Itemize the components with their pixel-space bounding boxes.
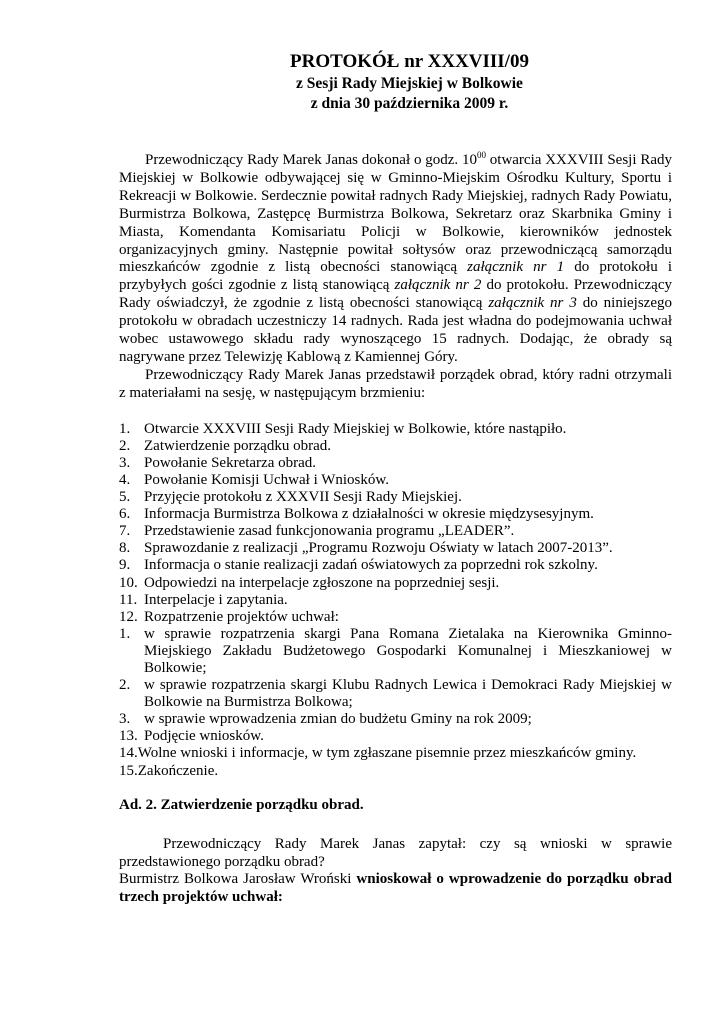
- agenda-item-text: Informacja Burmistrza Bolkowa z działalności w okresie międzysesyjnym.: [144, 506, 594, 523]
- agenda-item-text: Interpelacje i zapytania.: [144, 591, 288, 608]
- agenda-item-text: Wolne wnioski i informacje, w tym zgłaszane pisemnie przez mieszkańców gminy.: [137, 745, 637, 762]
- agenda-item-text: w sprawie rozpatrzenia skargi Klubu Radnych Lewica i Demokraci Rady Miejskiej w Bolkowie na Burmistrza Bolkowa;: [144, 677, 672, 711]
- agenda-item-number: 1.: [119, 420, 131, 437]
- section-heading: Ad. 2. Zatwierdzenie porządku obrad.: [119, 796, 364, 813]
- intro-text-1: Przewodniczący Rady Marek Janas dokonał o godz. 10: [145, 152, 477, 168]
- intro-text-4: do protokołu. Przewodniczący Rady oświadczył, że zgodnie z listą obecności stanowiącą: [119, 277, 672, 312]
- agenda-subitem: [119, 711, 672, 728]
- agenda-item-text: Przyjęcie protokołu z XXXVII Sesji Rady Miejskiej.: [144, 489, 462, 506]
- agenda-item: [119, 472, 672, 489]
- document-page: [119, 50, 672, 907]
- agenda-item-number: 14.: [119, 745, 138, 762]
- intro-text-5: do niniejszego protokołu w obradach uczestniczy 14 radnych. Rada jest władna do podejmowania uchwał wobec ustawowego składu rady wynoszącego 15 radnych. Dodając, że obrady są nagrywane przez Telewizję Kablową z Kamiennej Góry.: [119, 295, 672, 365]
- agenda-item-number: 11.: [119, 591, 138, 608]
- session-subtitle: z Sesji Rady Miejskiej w Bolkowie: [296, 75, 523, 92]
- attachment-3-ref: załącznik nr 3: [488, 295, 577, 312]
- session-date: z dnia 30 października 2009 r.: [310, 95, 509, 112]
- agenda-item-text: Zatwierdzenie porządku obrad.: [144, 437, 331, 454]
- agenda-item: [119, 523, 672, 540]
- agenda-item-text: Informacja o stanie realizacji zadań oświatowych za poprzedni rok szkolny.: [144, 557, 598, 574]
- agenda-item-number: 10.: [119, 574, 138, 591]
- motion-speaker: Burmistrz Bolkowa Jarosław Wroński: [119, 871, 357, 888]
- agenda-item-number: 9.: [119, 557, 131, 574]
- agenda-item-text: w sprawie rozpatrzenia skargi Pana Romana Zietalaka na Kierownika Gminno-Miejskiego Zakładu Budżetowego Gospodarki Komunalnej i Mieszkaniowej w Bolkowie;: [144, 625, 672, 676]
- agenda-item-text: Zakończenie.: [137, 762, 219, 779]
- motion-text: wnioskował o wprowadzenie do porządku obrad trzech projektów uchwał:: [119, 871, 672, 906]
- question-paragraph: Przewodniczący Rady Marek Janas zapytał: czy są wnioski w sprawie przedstawionego porządku obrad?: [119, 835, 672, 870]
- agenda-item-number: 4.: [119, 471, 131, 488]
- agenda-item-number: 13.: [119, 728, 138, 745]
- agenda-item: [119, 592, 672, 609]
- agenda-item: [119, 506, 672, 523]
- agenda-item: [119, 728, 672, 745]
- agenda-intro-paragraph: Przewodniczący Rady Marek Janas przedstawił porządek obrad, który radni otrzymali z materiałami na sesję, w następującym brzmieniu:: [119, 366, 672, 401]
- agenda-item: [119, 438, 672, 455]
- agenda-item-number: 2.: [119, 437, 131, 454]
- attachment-1-ref: załącznik nr 1: [467, 259, 565, 276]
- agenda-item-number: 1.: [119, 625, 131, 642]
- agenda-item-number: 3.: [119, 454, 131, 471]
- agenda-item: [119, 557, 672, 574]
- agenda-item-number: 15.: [119, 762, 138, 779]
- agenda-item: [119, 455, 672, 472]
- attachment-2-ref: załącznik nr 2: [394, 277, 482, 294]
- intro-text-2: otwarcia XXXVIII Sesji Rady Miejskiej w Bolkowie odbywającej się w Gminno-Miejskim Ośrodku Kultury, Sportu i Rekreacji w Bolkowie. Serdecznie powitał radnych Rady Miejskiej, radnych Rady Powiatu, Burmistrza Bolkowa, Zastępcę Burmistrza Bolkowa, Sekretarz oraz Skarbnika Gminy i Miasta, Komendanta Komisariatu Policji w Bolkowie, kierowników jednostek organizacyjnych gminy. Następnie powitał sołtysów oraz przewodniczącą samorządu mieszkańców zgodnie z listą obecności stanowiącą: [119, 152, 672, 276]
- motion-paragraph: [119, 871, 672, 907]
- agenda-item-number: 8.: [119, 540, 131, 557]
- agenda-item: [119, 575, 672, 592]
- agenda-item-number: 3.: [119, 711, 131, 728]
- intro-text-3: do protokołu i przybyłych gości zgodnie z listą stanowiącą: [119, 259, 672, 294]
- agenda-item-number: 2.: [119, 677, 131, 694]
- agenda-subitem: [119, 677, 672, 711]
- agenda-subitem: [119, 626, 672, 677]
- agenda-item-number: 6.: [119, 506, 131, 523]
- agenda-item: [119, 763, 672, 780]
- agenda-item: [119, 540, 672, 557]
- agenda-item-text: Powołanie Sekretarza obrad.: [144, 454, 317, 471]
- agenda-item: [119, 489, 672, 506]
- agenda-item-number: 7.: [119, 523, 131, 540]
- document-title: PROTOKÓŁ nr XXXVIII/09: [290, 51, 529, 72]
- agenda-item-text: Odpowiedzi na interpelacje zgłoszone na poprzedniej sesji.: [144, 574, 500, 591]
- agenda-item-number: 12.: [119, 608, 138, 625]
- agenda-item: [119, 745, 672, 762]
- agenda-list: [119, 421, 672, 780]
- agenda-item-text: w sprawie wprowadzenia zmian do budżetu Gminy na rok 2009;: [144, 711, 532, 728]
- agenda-item-text: Powołanie Komisji Uchwał i Wniosków.: [144, 471, 389, 488]
- title-block: [147, 50, 672, 114]
- agenda-item: [119, 609, 672, 626]
- agenda-item-text: Przedstawienie zasad funkcjonowania programu „LEADER”.: [144, 523, 515, 540]
- agenda-item-text: Sprawozdanie z realizacji „Programu Rozwoju Oświaty w latach 2007-2013”.: [144, 540, 613, 557]
- intro-paragraph: [119, 152, 672, 367]
- agenda-item-number: 5.: [119, 489, 131, 506]
- agenda-item: [119, 421, 672, 438]
- time-superscript: 00: [476, 150, 486, 160]
- agenda-item-text: Rozpatrzenie projektów uchwał:: [144, 608, 339, 625]
- agenda-item-text: Podjęcie wniosków.: [144, 728, 264, 745]
- agenda-item-text: Otwarcie XXXVIII Sesji Rady Miejskiej w Bolkowie, które nastąpiło.: [144, 420, 567, 437]
